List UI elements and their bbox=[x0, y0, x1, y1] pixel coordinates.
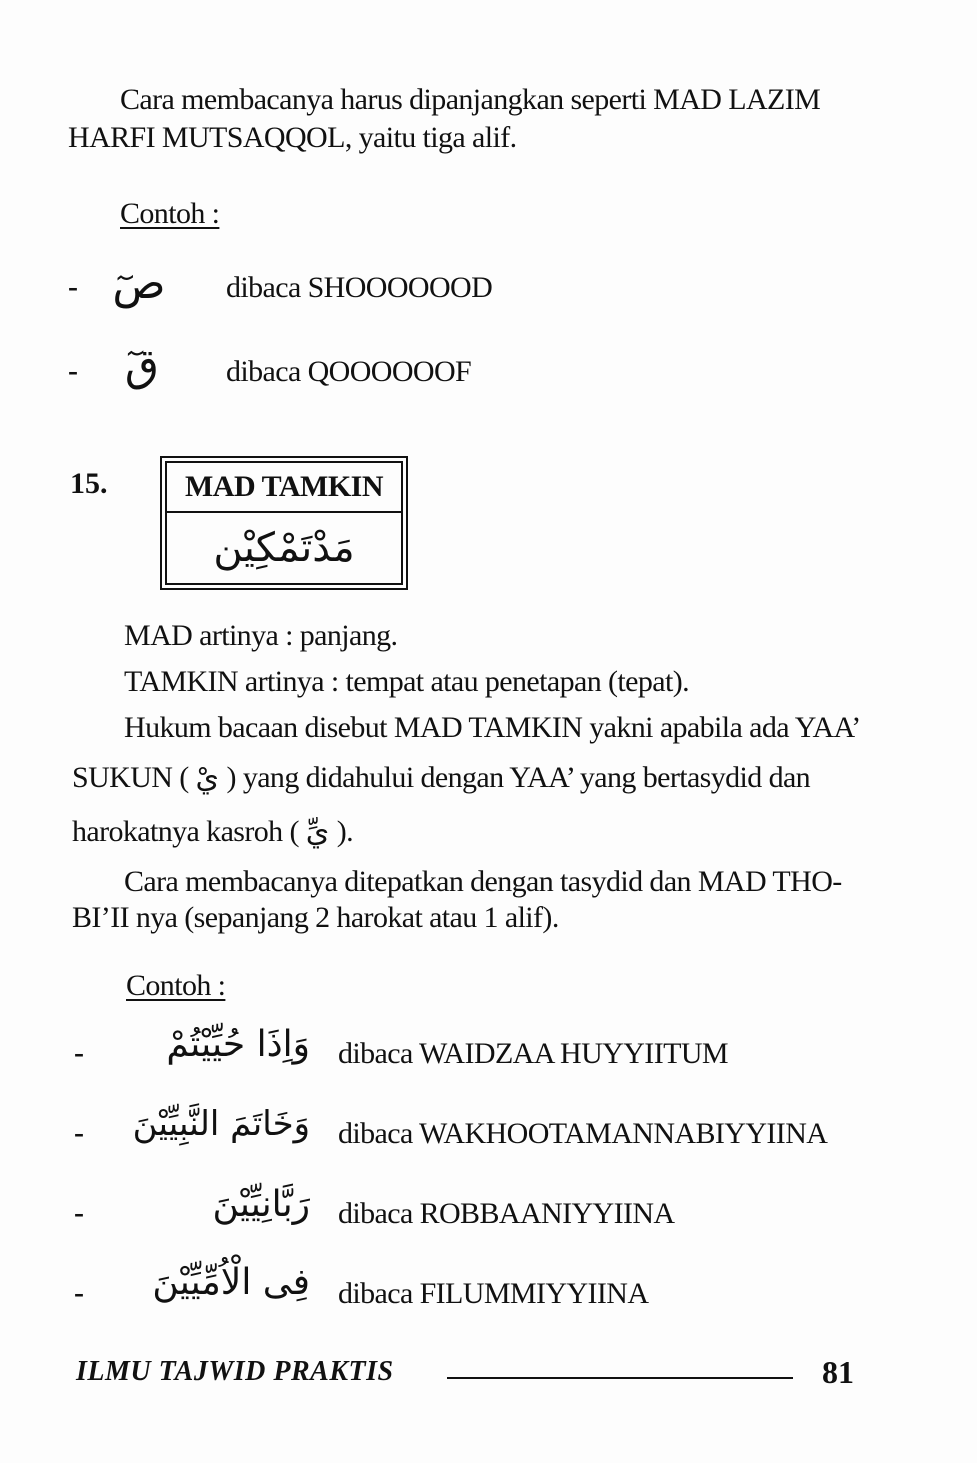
examples-heading-2: Contoh : bbox=[126, 969, 226, 1002]
examples-heading-1: Contoh : bbox=[120, 197, 220, 230]
box-title: MAD TAMKIN bbox=[167, 463, 401, 513]
example-dash: - bbox=[74, 1196, 84, 1229]
section-number: 15. bbox=[70, 467, 108, 500]
example-text: dibaca FILUMMIYYIINA bbox=[338, 1277, 649, 1310]
example-text: dibaca ROBBAANIYYIINA bbox=[338, 1197, 675, 1230]
example-text: dibaca WAIDZAA HUYYIITUM bbox=[338, 1037, 728, 1070]
body-line-4 bbox=[72, 760, 810, 796]
example-dash: - bbox=[68, 354, 78, 387]
example-dash: - bbox=[74, 1276, 84, 1309]
yaa-tasydid-glyph: يِّ bbox=[305, 814, 330, 849]
example-text: dibaca QOOOOOOF bbox=[226, 355, 472, 388]
body-line-5-post: ). bbox=[336, 815, 354, 848]
box-arabic: مَدْتَمْكِيْن bbox=[213, 525, 355, 571]
arabic-example-3: رَبَّانِيِّيْنَ bbox=[212, 1184, 310, 1225]
body-line-5-pre: harokatnya kasroh ( bbox=[72, 815, 299, 848]
arabic-example-1: وَاِذَا حُيِّيْتُمْ bbox=[166, 1024, 310, 1065]
example-text: dibaca SHOOOOOOD bbox=[226, 271, 493, 304]
intro-line-2: HARFI MUTSAQQOL, yaitu tiga alif. bbox=[68, 121, 517, 154]
body-line-4-pre: SUKUN ( bbox=[72, 761, 189, 794]
example-text: dibaca WAKHOOTAMANNABIYYIINA bbox=[338, 1117, 828, 1150]
arabic-example-4: فِى الْاُمِّيِّيْنَ bbox=[152, 1262, 310, 1303]
body-line-6: Cara membacanya ditepatkan dengan tasydid dan MAD THO- bbox=[124, 865, 842, 898]
footer-book-title: ILMU TAJWID PRAKTIS bbox=[76, 1356, 394, 1387]
body-line-7: BI’II nya (sepanjang 2 harokat atau 1 alif). bbox=[72, 901, 559, 934]
example-dash: - bbox=[74, 1116, 84, 1149]
footer-rule bbox=[447, 1377, 793, 1379]
page-number: 81 bbox=[822, 1354, 854, 1390]
intro-line-1: Cara membacanya harus dipanjangkan seperti MAD LAZIM bbox=[120, 83, 821, 116]
arabic-example-qof: قٓ bbox=[124, 340, 160, 391]
title-box-inner bbox=[165, 461, 403, 585]
example-dash: - bbox=[68, 270, 78, 303]
body-line-2: TAMKIN artinya : tempat atau penetapan (tepat). bbox=[124, 665, 689, 698]
body-line-1: MAD artinya : panjang. bbox=[124, 619, 398, 652]
arabic-example-shod: صٓ bbox=[112, 258, 166, 309]
body-line-4-post: ) yang didahului dengan YAA’ yang bertasydid dan bbox=[226, 761, 811, 794]
body-line-3: Hukum bacaan disebut MAD TAMKIN yakni apabila ada YAA’ bbox=[124, 711, 861, 744]
body-line-5 bbox=[72, 814, 353, 850]
title-box bbox=[160, 456, 408, 590]
example-dash: - bbox=[74, 1036, 84, 1069]
arabic-example-2: وَخَاتَمَ النَّبِيِّيْنَ bbox=[132, 1104, 310, 1144]
yaa-sukun-glyph: يْ bbox=[195, 760, 220, 795]
